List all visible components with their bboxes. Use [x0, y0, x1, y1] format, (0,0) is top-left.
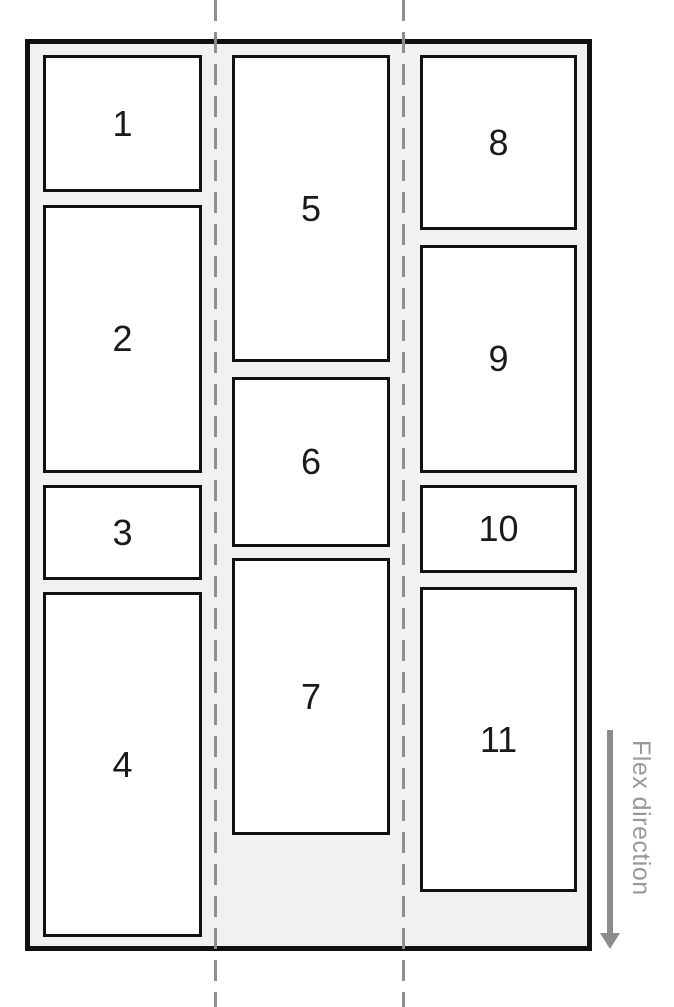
flex-item-2 — [43, 205, 202, 473]
flex-item-label: 11 — [479, 718, 518, 760]
flex-item-9 — [420, 245, 577, 473]
flex-item-label: 4 — [112, 743, 133, 785]
column-wrap-guide-line-2 — [402, 0, 405, 1007]
flex-item-label: 8 — [488, 121, 509, 163]
flex-item-6 — [232, 377, 390, 547]
flex-item-label: 10 — [478, 508, 519, 549]
flex-item-label: 3 — [112, 511, 133, 553]
flex-item-label: 6 — [300, 441, 322, 482]
flex-item-3 — [43, 485, 202, 580]
arrow-head — [600, 933, 620, 949]
flex-item-7 — [232, 558, 390, 835]
flex-item-4 — [43, 592, 202, 937]
flex-item-11 — [420, 587, 577, 892]
flex-item-label: 1 — [112, 102, 133, 144]
flex-item-1 — [43, 55, 202, 192]
flex-item-label: 7 — [300, 675, 322, 717]
flex-item-label: 9 — [488, 338, 509, 379]
flex-item-5 — [232, 55, 390, 362]
flex-item-10 — [420, 485, 577, 573]
flex-item-8 — [420, 55, 577, 230]
flex-direction-arrow-icon — [600, 730, 620, 949]
flex-container — [25, 39, 592, 951]
flex-item-label: 2 — [112, 318, 133, 359]
flex-direction-label: Flex direction — [627, 740, 655, 896]
arrow-shaft — [607, 730, 613, 933]
flex-item-label: 5 — [300, 187, 322, 229]
column-wrap-guide-line-1 — [214, 0, 217, 1007]
